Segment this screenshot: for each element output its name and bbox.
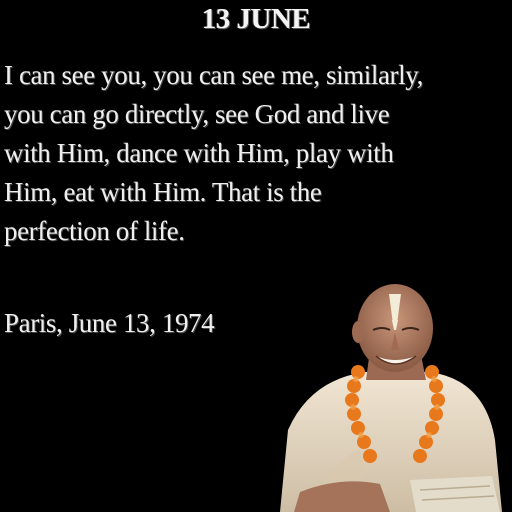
quote-text	[4, 56, 504, 251]
quote-line: perfection of life.	[4, 216, 185, 246]
quote-line: with Him, dance with Him, play with	[4, 138, 394, 168]
quote-line: I can see you, you can see me, similarly,	[4, 60, 423, 90]
quote-line: you can go directly, see God and live	[4, 99, 390, 129]
quote-source: Paris, June 13, 1974	[4, 308, 215, 338]
portrait-photo	[270, 280, 512, 512]
date-title: 13 JUNE	[201, 3, 311, 35]
quote-line: Him, eat with Him. That is the	[4, 177, 322, 207]
